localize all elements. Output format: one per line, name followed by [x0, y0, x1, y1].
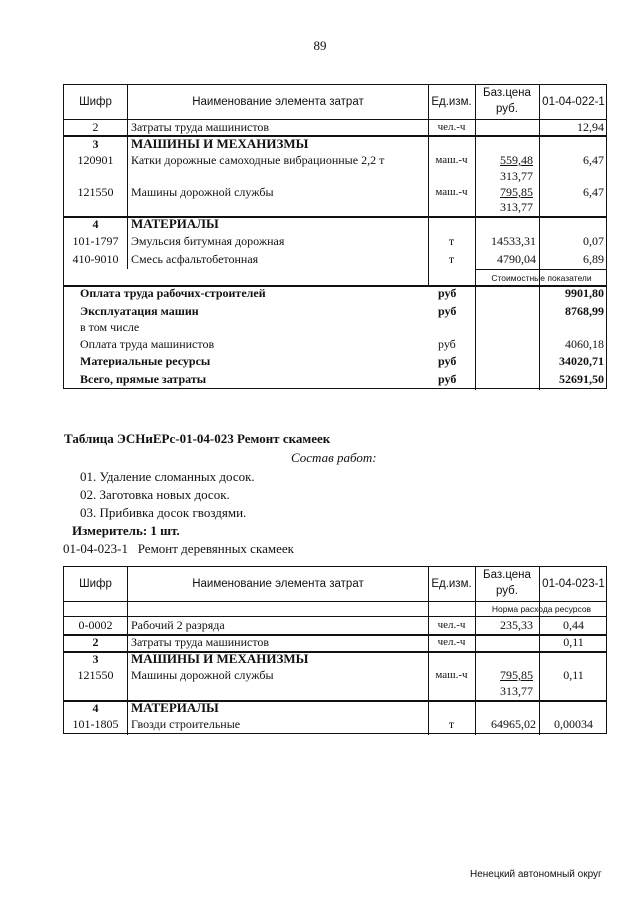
- table-row-code: 2: [92, 120, 99, 134]
- table-row-price-machinist: 313,77: [500, 200, 533, 214]
- table-row-unit: т: [448, 252, 455, 266]
- table-row-price: 64965,02: [491, 717, 536, 731]
- table-row-price: 14533,31: [491, 234, 536, 248]
- table-row-unit: т: [448, 717, 455, 731]
- section-heading-machines: МАШИНЫ И МЕХАНИЗМЫ: [131, 136, 309, 151]
- work-item: 02. Заготовка новых досок.: [80, 487, 230, 502]
- summary-unit: руб: [438, 372, 457, 386]
- section-heading-materials: МАТЕРИАЛЫ: [131, 216, 219, 231]
- summary-value: 52691,50: [559, 372, 604, 386]
- section-title: Таблица ЭСНиЕРс-01-04-023 Ремонт скамеек: [64, 431, 331, 446]
- table-row-price: 795,85: [500, 185, 533, 199]
- summary-label: в том числе: [80, 320, 140, 334]
- table-row-unit: чел.-ч: [437, 636, 466, 648]
- summary-value: 4060,18: [565, 337, 604, 351]
- header-price-line1: Баз.цена: [483, 87, 531, 99]
- table-row-value: 0,11: [563, 635, 584, 649]
- summary-value: 8768,99: [565, 304, 604, 318]
- section-heading-materials: МАТЕРИАЛЫ: [131, 700, 219, 715]
- table-row-value: 0,07: [583, 234, 604, 248]
- table-row-code: 0-0002: [78, 618, 113, 632]
- table-row-code: 2: [92, 635, 99, 649]
- table-row-unit: т: [448, 234, 455, 248]
- table-row-value: 6,89: [583, 252, 604, 266]
- table-row-code: 410-9010: [72, 252, 119, 266]
- header-code: Шифр: [79, 578, 112, 590]
- table-row-unit: маш.-ч: [435, 186, 468, 198]
- summary-unit: руб: [438, 354, 457, 368]
- table-row-code: 101-1805: [72, 717, 119, 731]
- table-row-name: Машины дорожной службы: [131, 185, 274, 199]
- header-price-line2: руб.: [496, 585, 518, 597]
- summary-unit: руб: [438, 286, 457, 300]
- summary-label: Оплата труда рабочих-строителей: [80, 286, 266, 300]
- table-row-name: Машины дорожной службы: [131, 668, 274, 682]
- header-norm-code: 01-04-022-1: [542, 96, 605, 108]
- table-row-price: 559,48: [500, 153, 533, 167]
- table-row-value: 12,94: [577, 120, 604, 134]
- page-number: 89: [313, 38, 327, 53]
- header-name: Наименование элемента затрат: [192, 578, 364, 590]
- resource-table-1: [63, 84, 607, 389]
- resource-table-2: [63, 566, 607, 734]
- table-row-code: 3: [92, 137, 99, 151]
- measure-unit: Измеритель: 1 шт.: [72, 523, 180, 538]
- table-row-price: 795,85: [500, 668, 533, 682]
- table-row-value: 0,00034: [554, 717, 593, 731]
- table-row-value: 0,44: [563, 618, 584, 632]
- header-code: Шифр: [79, 96, 112, 108]
- norm-label: Норма расхода ресурсов: [491, 604, 592, 614]
- table-row-code: 4: [92, 217, 99, 231]
- summary-label: Материальные ресурсы: [80, 354, 211, 368]
- header-norm-code: 01-04-023-1: [542, 578, 605, 590]
- table-row-unit: маш.-ч: [435, 154, 468, 166]
- table-row-code: 4: [92, 701, 99, 715]
- table-row-code: 101-1797: [72, 234, 119, 248]
- summary-label: Всего, прямые затраты: [80, 372, 207, 386]
- table-row-code: 121550: [77, 668, 114, 682]
- table-row-price-machinist: 313,77: [500, 169, 533, 183]
- table-row-name: Эмульсия битумная дорожная: [131, 234, 285, 248]
- table-row-code: 121550: [77, 185, 114, 199]
- summary-value: 9901,80: [565, 286, 604, 300]
- summary-label: Эксплуатация машин: [80, 304, 199, 318]
- table-row-price: 4790,04: [497, 252, 536, 266]
- summary-unit: руб: [438, 337, 456, 351]
- table-row-price: 235,33: [500, 618, 533, 632]
- works-title: Состав работ:: [291, 450, 377, 465]
- table-row-name: Гвозди строительные: [131, 717, 241, 731]
- footer-region: Ненецкий автономный округ: [470, 869, 602, 880]
- table-row-name: Катки дорожные самоходные вибрационные 2,2 т: [131, 153, 385, 167]
- header-unit: Ед.изм.: [431, 96, 472, 108]
- header-price-line1: Баз.цена: [483, 569, 531, 581]
- summary-label: Оплата труда машинистов: [80, 337, 215, 351]
- header-unit: Ед.изм.: [431, 578, 472, 590]
- header-name: Наименование элемента затрат: [192, 96, 364, 108]
- work-item: 03. Прибивка досок гвоздями.: [80, 505, 247, 520]
- table-row-value: 6,47: [583, 153, 604, 167]
- table-row-name: Рабочий 2 разряда: [131, 618, 225, 632]
- table-row-unit: чел.-ч: [437, 121, 466, 133]
- item-code-title: 01-04-023-1 Ремонт деревянных скамеек: [63, 541, 294, 556]
- table-row-unit: чел.-ч: [437, 619, 466, 631]
- table-row-name: Затраты труда машинистов: [131, 635, 270, 649]
- table-row-name: Смесь асфальтобетонная: [131, 252, 259, 266]
- table-row-price-machinist: 313,77: [500, 684, 533, 698]
- table-row-name: Затраты труда машинистов: [131, 120, 270, 134]
- header-price-line2: руб.: [496, 103, 518, 115]
- table-row-unit: маш.-ч: [435, 669, 468, 681]
- table-row-value: 6,47: [583, 185, 604, 199]
- table-row-code: 120901: [77, 153, 114, 167]
- summary-value: 34020,71: [559, 354, 604, 368]
- table-row-code: 3: [92, 652, 99, 666]
- cost-indicators-label: Стоимостные показатели: [491, 273, 592, 283]
- work-item: 01. Удаление сломанных досок.: [80, 469, 255, 484]
- table-row-value: 0,11: [563, 668, 584, 682]
- summary-unit: руб: [438, 304, 457, 318]
- section-heading-machines: МАШИНЫ И МЕХАНИЗМЫ: [131, 651, 309, 666]
